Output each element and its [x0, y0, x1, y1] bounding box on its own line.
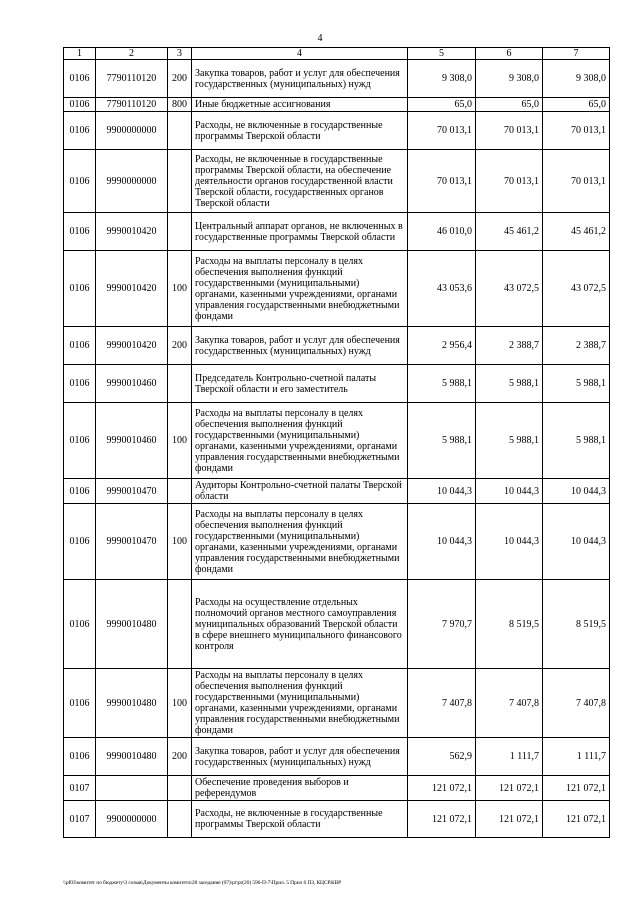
cell-section: 0106	[64, 580, 96, 669]
cell-v5: 70 013,1	[408, 112, 476, 150]
cell-v7: 70 013,1	[543, 150, 610, 213]
cell-name: Расходы на выплаты персоналу в целях обеспечения выполнения функций государственными (муниципальными) органами, казенными учреждениями, органами управления государственными внебюджетными фондами	[192, 504, 408, 580]
table-row	[64, 213, 610, 251]
column-number: 4	[192, 48, 408, 60]
cell-v5: 46 010,0	[408, 213, 476, 251]
table-row	[64, 112, 610, 150]
page-number: 4	[317, 33, 323, 44]
cell-section: 0106	[64, 479, 96, 504]
cell-v7: 5 988,1	[543, 365, 610, 403]
cell-code: 9990010480	[96, 580, 168, 669]
cell-code: 7790110120	[96, 98, 168, 112]
cell-section: 0106	[64, 327, 96, 365]
cell-v7: 7 407,8	[543, 669, 610, 738]
cell-code	[96, 776, 168, 801]
cell-v5: 70 013,1	[408, 150, 476, 213]
cell-v5: 10 044,3	[408, 504, 476, 580]
cell-v6: 5 988,1	[476, 365, 543, 403]
column-number: 6	[476, 48, 543, 60]
cell-v7: 43 072,5	[543, 251, 610, 327]
cell-type	[168, 365, 192, 403]
cell-v7: 70 013,1	[543, 112, 610, 150]
cell-v7: 45 461,2	[543, 213, 610, 251]
table-row	[64, 504, 610, 580]
cell-v7: 9 308,0	[543, 60, 610, 98]
table-row	[64, 738, 610, 776]
cell-code: 9990000000	[96, 150, 168, 213]
cell-v7: 5 988,1	[543, 403, 610, 479]
cell-code: 9990010420	[96, 251, 168, 327]
cell-name: Расходы, не включенные в государственные программы Тверской области	[192, 112, 408, 150]
cell-v6: 7 407,8	[476, 669, 543, 738]
cell-code: 9990010460	[96, 403, 168, 479]
cell-code: 7790110120	[96, 60, 168, 98]
table-row	[64, 403, 610, 479]
cell-section: 0106	[64, 365, 96, 403]
cell-v6: 70 013,1	[476, 112, 543, 150]
cell-v7: 10 044,3	[543, 479, 610, 504]
column-number: 7	[543, 48, 610, 60]
cell-code: 9990010480	[96, 669, 168, 738]
cell-v6: 8 519,5	[476, 580, 543, 669]
table-row	[64, 776, 610, 801]
cell-v5: 7 970,7	[408, 580, 476, 669]
cell-v6: 5 988,1	[476, 403, 543, 479]
cell-name: Расходы на выплаты персоналу в целях обеспечения выполнения функций государственными (муниципальными) органами, казенными учреждениями, органами управления государственными внебюджетными фондами	[192, 251, 408, 327]
table-row	[64, 669, 610, 738]
cell-v5: 121 072,1	[408, 801, 476, 838]
cell-v6: 45 461,2	[476, 213, 543, 251]
table-row	[64, 150, 610, 213]
cell-v5: 7 407,8	[408, 669, 476, 738]
column-number: 5	[408, 48, 476, 60]
table-row	[64, 60, 610, 98]
cell-name: Закупка товаров, работ и услуг для обеспечения государственных (муниципальных) нужд	[192, 60, 408, 98]
cell-type: 200	[168, 738, 192, 776]
cell-type	[168, 112, 192, 150]
cell-name: Аудиторы Контрольно-счетной палаты Тверской области	[192, 479, 408, 504]
cell-section: 0106	[64, 669, 96, 738]
cell-v7: 121 072,1	[543, 801, 610, 838]
cell-type	[168, 150, 192, 213]
cell-code: 9990010420	[96, 213, 168, 251]
column-number-row	[64, 48, 610, 60]
cell-code: 9900000000	[96, 801, 168, 838]
cell-name: Обеспечение проведения выборов и референдумов	[192, 776, 408, 801]
cell-type	[168, 580, 192, 669]
cell-v5: 5 988,1	[408, 365, 476, 403]
cell-code: 9990010460	[96, 365, 168, 403]
cell-v5: 65,0	[408, 98, 476, 112]
cell-v5: 9 308,0	[408, 60, 476, 98]
cell-v7: 1 111,7	[543, 738, 610, 776]
cell-type: 100	[168, 251, 192, 327]
cell-v6: 9 308,0	[476, 60, 543, 98]
table-row	[64, 98, 610, 112]
table-row	[64, 251, 610, 327]
cell-name: Расходы на выплаты персоналу в целях обеспечения выполнения функций государственными (муниципальными) органами, казенными учреждениями, органами управления государственными внебюджетными фондами	[192, 669, 408, 738]
cell-type	[168, 479, 192, 504]
cell-section: 0106	[64, 60, 96, 98]
cell-section: 0106	[64, 98, 96, 112]
cell-code: 9990010470	[96, 479, 168, 504]
cell-type: 100	[168, 504, 192, 580]
cell-name: Закупка товаров, работ и услуг для обеспечения государственных (муниципальных) нужд	[192, 327, 408, 365]
budget-table	[63, 47, 610, 838]
cell-type: 800	[168, 98, 192, 112]
cell-type	[168, 213, 192, 251]
table-row	[64, 479, 610, 504]
cell-v6: 121 072,1	[476, 801, 543, 838]
table-row	[64, 327, 610, 365]
cell-v5: 562,9	[408, 738, 476, 776]
cell-section: 0107	[64, 776, 96, 801]
cell-v6: 2 388,7	[476, 327, 543, 365]
cell-v7: 65,0	[543, 98, 610, 112]
cell-type	[168, 801, 192, 838]
cell-v6: 10 044,3	[476, 504, 543, 580]
cell-section: 0106	[64, 251, 96, 327]
cell-section: 0106	[64, 112, 96, 150]
cell-name: Расходы, не включенные в государственные программы Тверской области, на обеспечение деятельности органов государственной власти Тверской области, государственных органов Тверской области	[192, 150, 408, 213]
cell-name: Расходы, не включенные в государственные программы Тверской области	[192, 801, 408, 838]
column-number: 3	[168, 48, 192, 60]
cell-v6: 121 072,1	[476, 776, 543, 801]
column-number: 2	[96, 48, 168, 60]
cell-name: Расходы на выплаты персоналу в целях обеспечения выполнения функций государственными (муниципальными) органами, казенными учреждениями, органами управления государственными внебюджетными фондами	[192, 403, 408, 479]
cell-v5: 5 988,1	[408, 403, 476, 479]
table-row	[64, 365, 610, 403]
cell-v6: 43 072,5	[476, 251, 543, 327]
cell-code: 9990010420	[96, 327, 168, 365]
table-row	[64, 580, 610, 669]
cell-section: 0107	[64, 801, 96, 838]
cell-v6: 10 044,3	[476, 479, 543, 504]
cell-type: 200	[168, 327, 192, 365]
cell-type: 100	[168, 403, 192, 479]
cell-code: 9900000000	[96, 112, 168, 150]
cell-section: 0106	[64, 403, 96, 479]
cell-v5: 2 956,4	[408, 327, 476, 365]
cell-type	[168, 776, 192, 801]
cell-v5: 43 053,6	[408, 251, 476, 327]
cell-v6: 70 013,1	[476, 150, 543, 213]
cell-v5: 10 044,3	[408, 479, 476, 504]
cell-v7: 10 044,3	[543, 504, 610, 580]
cell-section: 0106	[64, 738, 96, 776]
table-row	[64, 801, 610, 838]
cell-v7: 2 388,7	[543, 327, 610, 365]
cell-code: 9990010470	[96, 504, 168, 580]
cell-code: 9990010480	[96, 738, 168, 776]
cell-v7: 121 072,1	[543, 776, 610, 801]
cell-section: 0106	[64, 213, 96, 251]
cell-type: 200	[168, 60, 192, 98]
cell-section: 0106	[64, 150, 96, 213]
cell-name: Расходы на осуществление отдельных полномочий органов местного самоуправления муниципальных образований Тверской области в сфере внешнего муниципального финансового контроля	[192, 580, 408, 669]
cell-v7: 8 519,5	[543, 580, 610, 669]
cell-name: Иные бюджетные ассигнования	[192, 98, 408, 112]
cell-v5: 121 072,1	[408, 776, 476, 801]
cell-section: 0106	[64, 504, 96, 580]
cell-type: 100	[168, 669, 192, 738]
cell-v6: 1 111,7	[476, 738, 543, 776]
file-path-footer: \\pf03\комитет по бюджету\3 созыв\Документы комитета\28 заседание (07)\pr\pr(20) 596-П-7\Прил. 5 Прил 6 ПЗ, КЦСР.КВР	[63, 880, 342, 886]
cell-name: Закупка товаров, работ и услуг для обеспечения государственных (муниципальных) нужд	[192, 738, 408, 776]
cell-v6: 65,0	[476, 98, 543, 112]
cell-name: Председатель Контрольно-счетной палаты Тверской области и его заместитель	[192, 365, 408, 403]
cell-name: Центральный аппарат органов, не включенных в государственные программы Тверской области	[192, 213, 408, 251]
column-number: 1	[64, 48, 96, 60]
